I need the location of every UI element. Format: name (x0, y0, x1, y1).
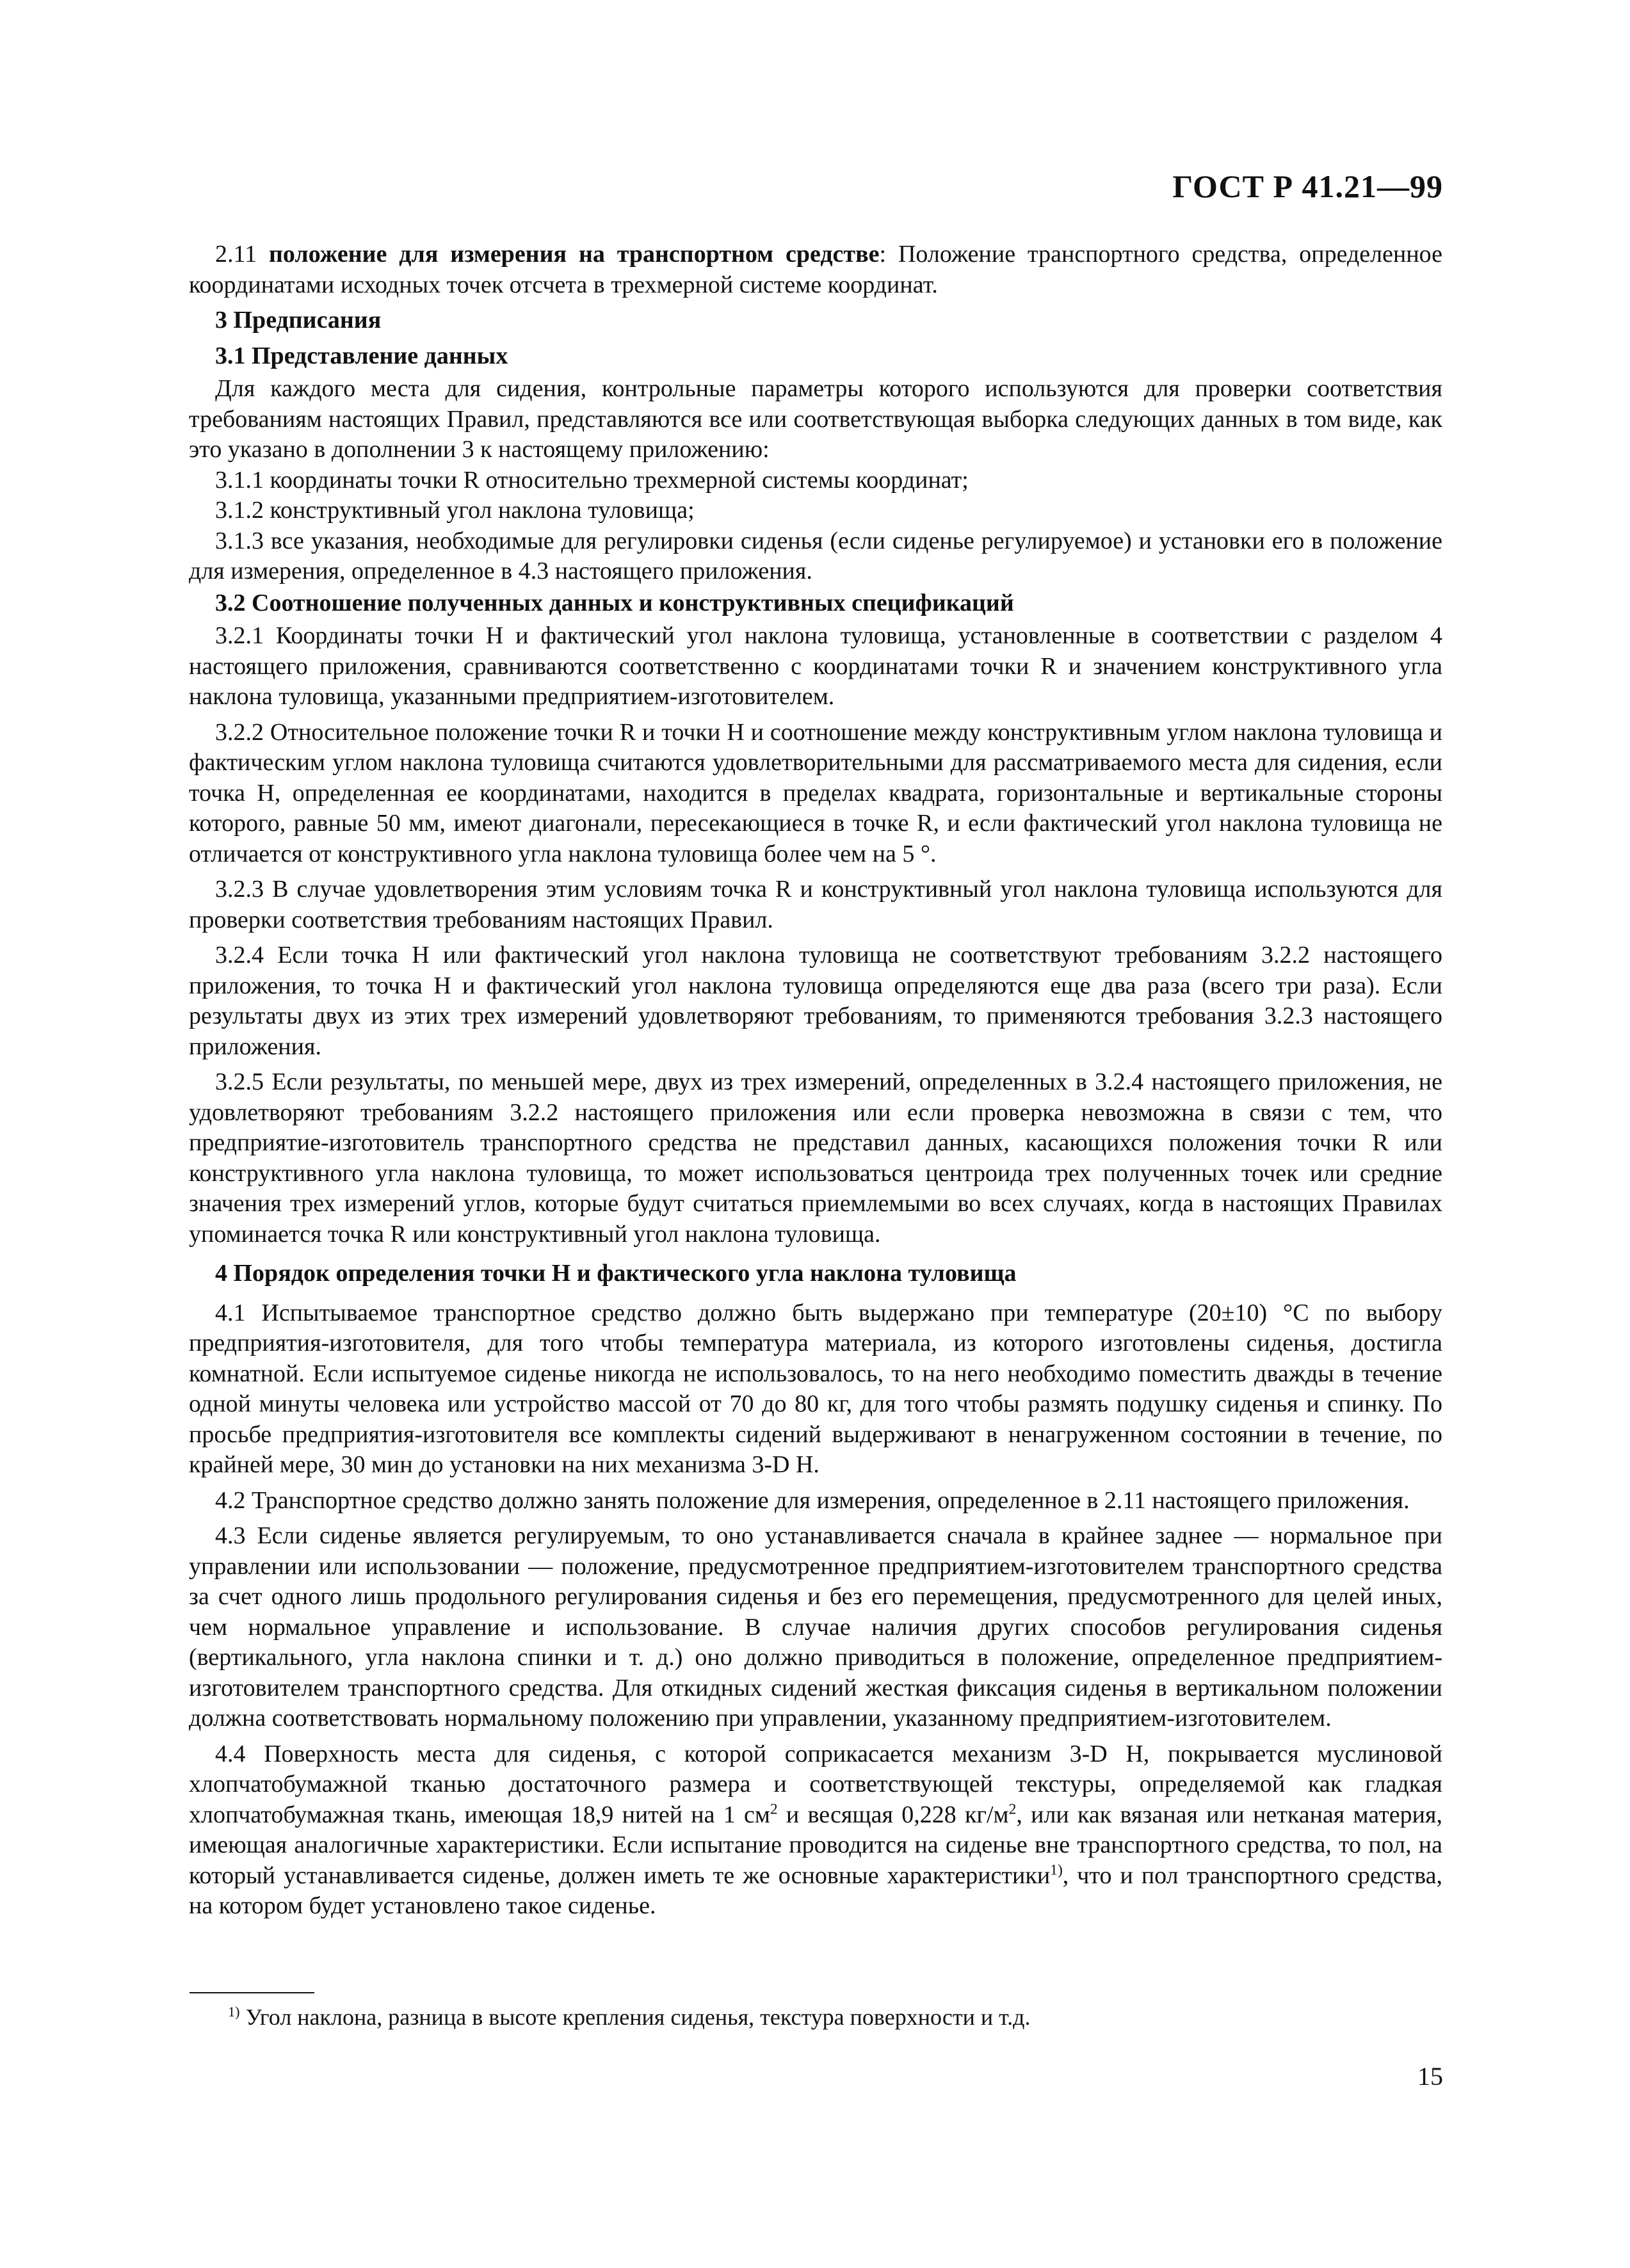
paragraph-4-2: 4.2 Транспортное средство должно занять положение для измерения, определенное в 2.11 настоящего приложения. (215, 1486, 1410, 1514)
subsection-heading-3-2: 3.2 Соотношение полученных данных и конструктивных спецификаций (215, 589, 1014, 616)
page-number: 15 (1417, 2062, 1443, 2091)
paragraph-3-2-4: 3.2.4 Если точка H или фактический угол наклона туловища не соответствуют требованиям 3.2.2 настоящего приложения, то точка H и фактический угол наклона туловища определяются еще два раза (всего три раза). Если результаты двух из этих трех измерений удовлетворяют требованиям, то применяются требования 3.2.3 настоящего приложения. (189, 942, 1442, 1060)
superscript: 2 (1008, 1800, 1017, 1817)
defined-term: положение для измерения на транспортном средстве (269, 241, 880, 268)
document-code-header: ГОСТ Р 41.21—99 (1172, 168, 1443, 204)
clause-number: 2.11 (215, 241, 270, 268)
section-heading-4: 4 Порядок определения точки H и фактического угла наклона туловища (215, 1260, 1017, 1287)
paragraph-3-1-1: 3.1.1 координаты точки R относительно трехмерной системы координат; (215, 466, 969, 494)
subsection-heading-3-1: 3.1 Представление данных (215, 342, 508, 369)
footnote-text: Угол наклона, разница в высоте крепления сиденья, текстура поверхности и т.д. (239, 2004, 1031, 2030)
superscript: 2 (770, 1800, 778, 1817)
paragraph-2-11 (189, 239, 1442, 300)
paragraph-3-2-3: 3.2.3 В случае удовлетворения этим условиям точка R и конструктивный угол наклона туловища используются для проверки соответствия требованиям настоящих Правил. (189, 876, 1442, 933)
section-heading-3: 3 Предписания (215, 307, 382, 334)
paragraph-3-1-2: 3.1.2 конструктивный угол наклона туловища; (215, 497, 695, 524)
footnote-separator (190, 1992, 314, 1993)
paragraph-3-2-2: 3.2.2 Относительное положение точки R и точки H и соотношение между конструктивным углом наклона туловища и фактическим углом наклона туловища считаются удовлетворительными для рассматриваемого места для сидения, если точка H, определенная ее координатами, находится в пределах квадрата, горизонтальные и вертикальные стороны которого, равные 50 мм, имеют диагонали, пересекающиеся в точке R, и если фактический угол наклона туловища не отличается от конструктивного угла наклона туловища более чем на 5 °. (189, 718, 1442, 867)
definition-text: : Положение транспортного средства, определенное координатами исходных точек отсчета в трехмерной системе координат. (189, 241, 1442, 298)
paragraph-3-1: Для каждого места для сидения, контрольные параметры которого используются для проверки соответствия требованиям настоящих Правил, представляются все или соответствующая выборка следующих данных в том виде, как это указано в дополнении 3 к настоящему приложению: (189, 375, 1442, 463)
footnote (228, 2003, 1316, 2031)
paragraph-3-1-3: 3.1.3 все указания, необходимые для регулировки сиденья (если сиденье регулируемое) и установки его в положение для измерения, определенное в 4.3 настоящего приложения. (189, 527, 1442, 584)
paragraph-3-2-1: 3.2.1 Координаты точки H и фактический угол наклона туловища, установленные в соответствии с разделом 4 настоящего приложения, сравниваются соответственно с координатами точки R и значением конструктивного угла наклона туловища, указанными предприятием-изготовителем. (189, 622, 1442, 710)
footnote-reference: 1) (1050, 1861, 1063, 1878)
paragraph-4-3: 4.3 Если сиденье является регулируемым, то оно устанавливается сначала в крайнее заднее — нормальное при управлении или использовании — положение, предусмотренное предприятием-изготовителем транспортного средства за счет одного лишь продольного регулирования сиденья и без его перемещения, предусмотренного для целей иных, чем нормальное управление и использование. В случае наличия других способов регулирования сиденья (вертикального, угла наклона спинки и т. д.) оно должно приводиться в положение, определенное предприятием-изготовителем транспортного средства. Для откидных сидений жесткая фиксация сиденья в вертикальном положении должна соответствовать нормальному положению при управлении, указанному предприятием-изготовителем. (189, 1522, 1442, 1732)
paragraph-3-2-5: 3.2.5 Если результаты, по меньшей мере, двух из трех измерений, определенных в 3.2.4 настоящего приложения, не удовлетворяют требованиям 3.2.2 настоящего приложения или если проверка невозможна в связи с тем, что предприятие-изготовитель транспортного средства не представил данных, касающихся положения точки R или конструктивного угла наклона туловища, то может использоваться центроида трех полученных точек или средние значения трех измерений углов, которые будут считаться приемлемыми во всех случаях, когда в настоящих Правилах упоминается точка R или конструктивный угол наклона туловища. (189, 1068, 1442, 1248)
paragraph-4-4: 4.4 Поверхность места для сиденья, с которой соприкасается механизм 3-D H, покрывается муслиновой хлопчатобумажной тканью достаточного размера и соответствующей текстуры, определяемой как гладкая хлопчатобумажная ткань, имеющая 18,9 нитей на 1 $см^2$ и весящая 0,228 $кг/м^2$, или как вязаная или нетканая материя, имеющая аналогичные характеристики. Если испытание проводится на сиденье вне транспортного средства, то пол, на который устанавливается сиденье, должен иметь те же основные характеристики$^{1)}$, что и пол транспортного средства, на котором будет установлено такое сиденье. (189, 1740, 1443, 1919)
footnote-marker: 1) (228, 2004, 240, 2020)
paragraph-4-1: 4.1 Испытываемое транспортное средство должно быть выдержано при температуре (20±10) °С по выбору предприятия-изготовителя, для того чтобы температура материала, из которого изготовлены сиденья, достигла комнатной. Если испытуемое сиденье никогда не использовалось, то на него необходимо поместить дважды в течение одной минуты человека или устройство массой от 70 до 80 кг, для того чтобы размять подушку сиденья и спинку. По просьбе предприятия-изготовителя все комплекты сидений выдерживают в ненагруженном состоянии в течение, по крайней мере, 30 мин до установки на них механизма 3-D H. (189, 1299, 1442, 1478)
document-body (189, 239, 1442, 1922)
